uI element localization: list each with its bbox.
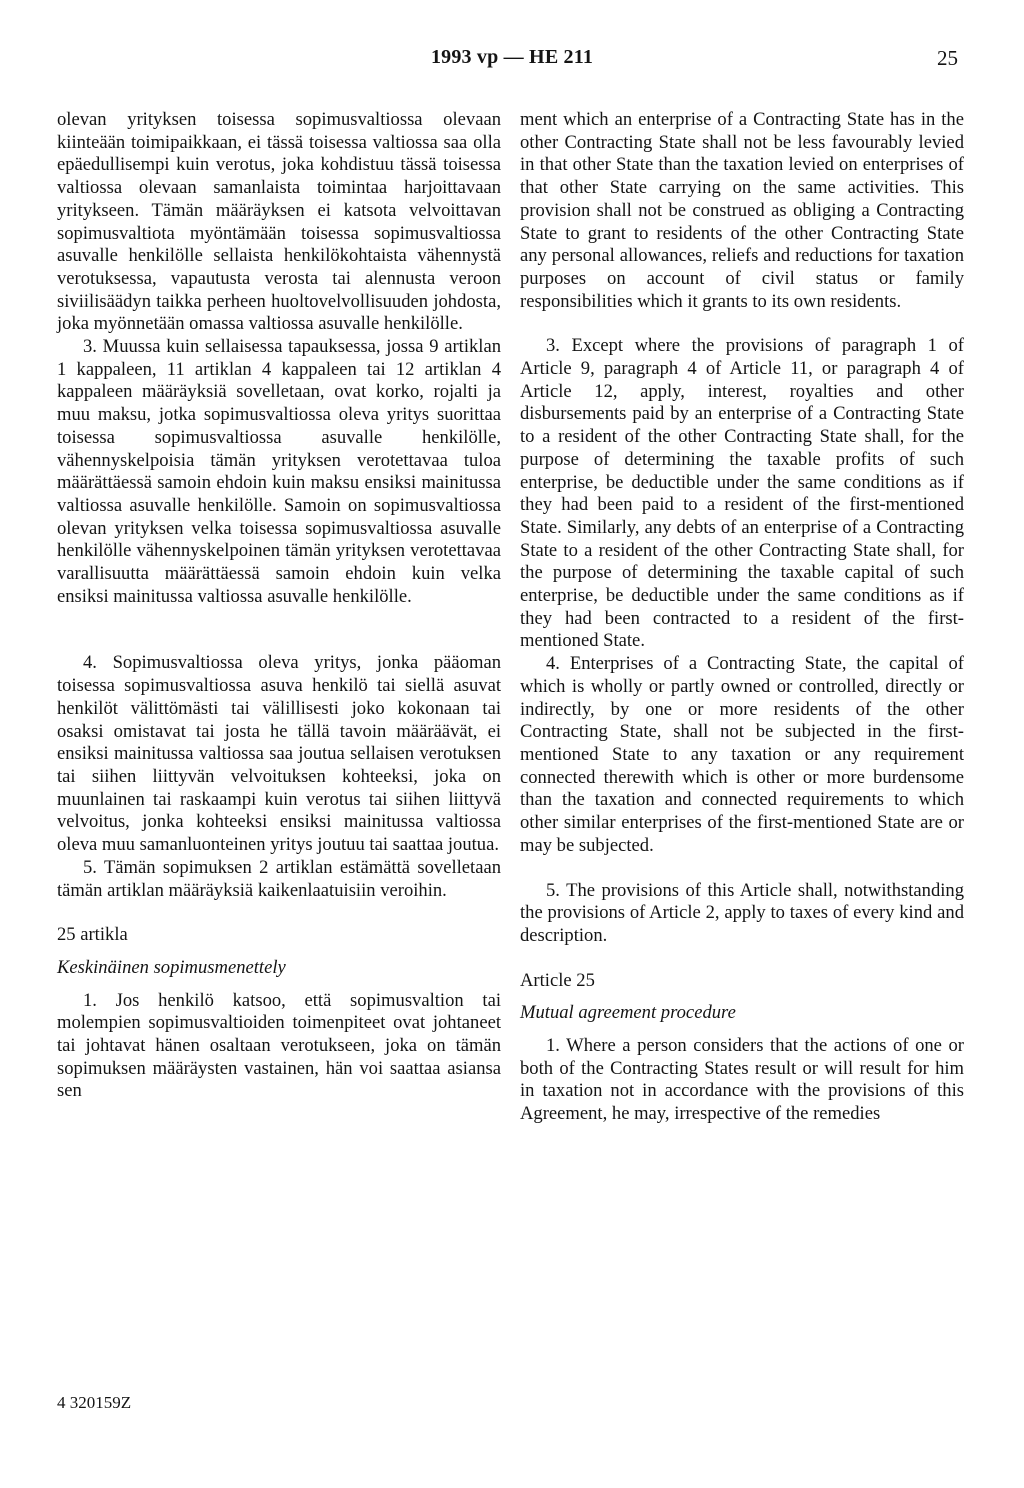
paragraph: 1. Jos henkilö katsoo, että sopimusvaltion tai molempien sopimusvaltioiden toimenpiteet ovat johtaneet tai johtavat hänen osaltaan verotukseen, joka on tämän sopimuksen määräysten vastainen, hän voi saattaa asiansa sen (57, 989, 501, 1102)
paragraph: 4. Sopimusvaltiossa oleva yritys, jonka pääoman toisessa sopimusvaltiossa asuva henkilö tai siellä asuvat henkilöt välittömästi tai välillisesti joko kokonaan tai osaksi omistavat tai josta he tällä tavoin määräävät, ei ensiksi mainitussa valtiossa saa joutua sellaisen verotuksen tai siihen liittyvän velvoituksen kohteeksi, joka on muunlainen tai raskaampi kuin verotus tai siihen liittyvä velvoitus, jonka kohteeksi ensiksi mainitussa valtiossa oleva muu samanluonteinen yritys joutuu tai saattaa joutua. (57, 652, 501, 856)
paragraph: ment which an enterprise of a Contracting State has in the other Contracting State shall not be less favourably levied in that other State than the taxation levied on enterprises of that other State carrying on the same activities. This provision shall not be construed as obliging a Contracting State to grant to residents of the other Contracting State any personal allowances, reliefs and reductions for taxation purposes on account of civil status or family responsibilities which it grants to its own residents. (520, 109, 964, 312)
article-title: 25 artikla (57, 924, 128, 946)
spacer (520, 313, 964, 335)
print-code: 4 320159Z (57, 1393, 132, 1412)
finnish-column (57, 109, 501, 1103)
english-column (520, 109, 964, 1126)
article-subtitle: Keskinäinen sopimusmenettely (57, 956, 286, 978)
spacer (520, 858, 964, 880)
spacer (57, 608, 501, 652)
paragraph: 5. The provisions of this Article shall, notwithstanding the provisions of Article 2, apply to taxes of every kind and description. (520, 879, 964, 946)
page-number: 25 (937, 46, 958, 70)
paragraph: olevan yrityksen toisessa sopimusvaltiossa olevaan kiinteään toimipaikkaan, ei tässä toisessa valtiossa saa olla epäedullisempi kuin verotus, joka kohdistuu tässä toisessa valtiossa olevaan samanlaista toimintaa harjoittavaan yritykseen. Tämän määräyksen ei katsota velvoittavan sopimusvaltiota myöntämään toisessa sopimusvaltiossa asuvalle henkilölle sellaista henkilökohtaista vähennystä verotuksessa, vapautusta verosta tai alennusta veroon siviilisäädyn taikka perheen huoltovelvollisuuden johdosta, joka myönnetään omassa valtiossa asuvalle henkilölle. (57, 109, 501, 335)
paragraph: 5. Tämän sopimuksen 2 artiklan estämättä sovelletaan tämän artiklan määräyksiä kaikenlaatuisiin veroihin. (57, 856, 501, 901)
paragraph: 3. Muussa kuin sellaisessa tapauksessa, jossa 9 artiklan 1 kappaleen, 11 artiklan 4 kappaleen tai 12 artiklan 4 kappaleen määräyksiä sovelletaan, ovat korko, rojalti ja muu maksu, jotka sopimusvaltiossa oleva yritys suorittaa toisessa sopimusvaltiossa asuvalle henkilölle, vähennyskelpoisia tämän yrityksen verotettavaa tuloa määrättäessä samoin ehdoin kuin maksu ensiksi mainitussa valtiossa asuvalle henkilölle. Samoin on sopimusvaltiossa olevan yrityksen velka toisessa sopimusvaltiossa asuvalle henkilölle vähennyskelpoinen tämän yrityksen verotettavaa varallisuutta määrättäessä samoin ehdoin kuin velka ensiksi mainitussa valtiossa asuvalle henkilölle. (57, 336, 501, 607)
article-title: Article 25 (520, 969, 595, 991)
spacer (520, 948, 964, 970)
running-header: 1993 vp — HE 211 (430, 46, 594, 68)
spacer (57, 902, 501, 924)
paragraph: 1. Where a person considers that the actions of one or both of the Contracting States result or will result for him in taxation not in accordance with the provisions of this Agreement, he may, irrespective of the remedies (520, 1035, 964, 1125)
article-subtitle: Mutual agreement procedure (520, 1002, 736, 1024)
paragraph: 4. Enterprises of a Contracting State, the capital of which is wholly or partly owned or controlled, directly or indirectly, by one or more residents of the other Contracting State, shall not be subjected in the first-mentioned State to any taxation or any requirement connected therewith which is other or more burdensome than the taxation and connected requirements to which other similar enterprises of the first-mentioned State are or may be subjected. (520, 653, 964, 856)
paragraph: 3. Except where the provisions of paragraph 1 of Article 9, paragraph 4 of Article 11, or paragraph 4 of Article 12, apply, interest, royalties and other disbursements paid by an enterprise of a Contracting State to a resident of the other Contracting State shall, for the purpose of determining the taxable profits of such enterprise, be deductible under the same conditions as if they had been paid to a resident of the first-mentioned State. Similarly, any debts of an enterprise of a Contracting State to a resident of the other Contracting State shall, for the purpose of determining the taxable capital of such enterprise, be deductible under the same conditions as if they had been contracted to a resident of the first-mentioned State. (520, 335, 964, 652)
